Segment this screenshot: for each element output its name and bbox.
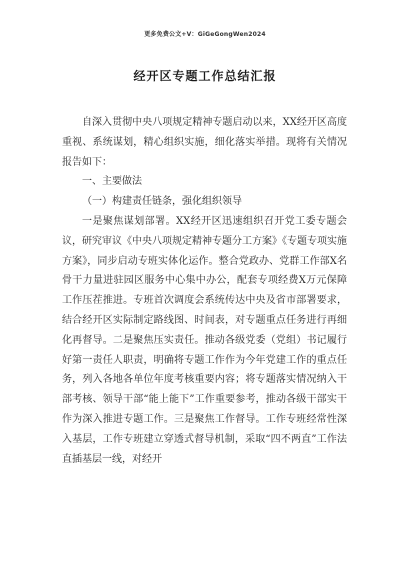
- body-paragraph: 一是聚焦谋划部署。XX经开区迅速组织召开党工委专题会议，研究审议《中央八项规定精神专题分工方案》《专题专项实施方案》，同步启动专班实体化运作。整合党政办、党群工作部X名骨干力量进驻园区服务中心集中办公，配套专项经费X万元保障工作压茬推进。专班首次调度会系统传达中央及省市部署要求，结合经开区实际制定路线图、时间表，对专题重点任务进行再细化再督导。二是聚焦压实责任。推动各级党委（党组）书记履行好第一责任人职责，明确将专题工作作为今年党建工作的重点任务，列入各地各单位年度考核重要内容；将专题落实情况纳入干部考核、领导干部“能上能下”工作重要参考，推动各级干部实干作为深入推进专题工作。三是聚焦工作督导。工作专班经常性深入基层，工作专班建立穿透式督导机制，采取“四不两直”工作法直插基层一线，对经开: [62, 215, 347, 465]
- intro-paragraph: 自深入贯彻中央八项规定精神专题启动以来，XX经开区高度重视、系统谋划，精心组织实施，细化落实举措。现将有关情况报告如下：: [62, 117, 347, 168]
- section-heading: 一、主要做法: [82, 176, 142, 188]
- subsection-heading: （一）构建责任链条，强化组织领导: [82, 196, 242, 208]
- document-title: 经开区专题工作总结汇报: [133, 69, 277, 83]
- header-note: 更多免费公文+V：GiGeGongWen2024: [144, 31, 266, 38]
- document-body: [62, 113, 347, 469]
